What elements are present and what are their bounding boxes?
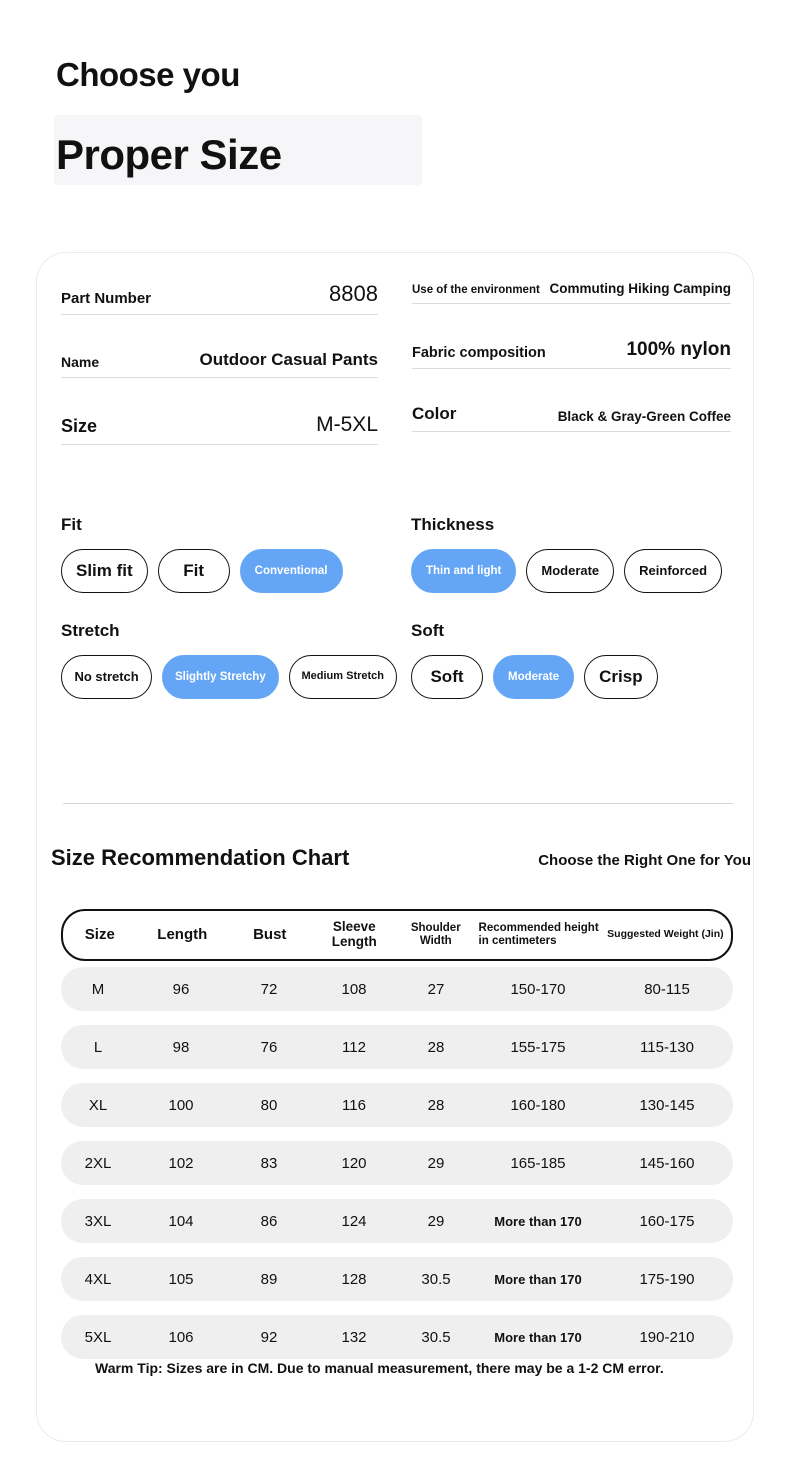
option-stretch-slightly-stretchy[interactable]: Slightly Stretchy <box>162 655 278 699</box>
column-header-shoulder-width: Shoulder Width <box>410 922 461 947</box>
page-header <box>56 55 736 177</box>
cell-height: 150-170 <box>510 980 566 998</box>
column-header-length: Length <box>157 925 208 943</box>
cell-height: 160-180 <box>510 1096 566 1114</box>
option-soft-soft[interactable]: Soft <box>411 655 483 699</box>
table-body <box>61 967 733 1359</box>
cell-size: 5XL <box>84 1328 112 1346</box>
page-title-line-1: Choose you <box>56 56 240 93</box>
cell-bust: 86 <box>260 1212 278 1230</box>
option-fit-fit[interactable]: Fit <box>158 549 230 593</box>
cell-size: 4XL <box>84 1270 112 1288</box>
attribute-title-stretch: Stretch <box>61 621 120 640</box>
column-header-sleeve-length: Sleeve Length <box>331 919 377 949</box>
cell-bust: 80 <box>260 1096 278 1114</box>
spec-label-fabric: Fabric composition <box>412 345 546 361</box>
section-divider <box>63 803 733 804</box>
cell-sleeve: 128 <box>341 1270 367 1288</box>
spec-card <box>36 252 754 1442</box>
cell-shoulder: 30.5 <box>421 1270 451 1288</box>
cell-height: More than 170 <box>494 1329 582 1345</box>
column-header-suggested-weight: Suggested Weight (Jin) <box>607 928 724 941</box>
attribute-options-stretch <box>61 655 397 699</box>
column-header-bust: Bust <box>253 925 287 943</box>
table-header-row <box>61 909 733 961</box>
option-soft-crisp[interactable]: Crisp <box>584 655 657 699</box>
cell-length: 106 <box>168 1328 194 1346</box>
option-thickness-moderate[interactable]: Moderate <box>526 549 614 593</box>
cell-bust: 89 <box>260 1270 278 1288</box>
spec-row-part-number <box>61 281 378 315</box>
cell-length: 98 <box>172 1038 190 1056</box>
option-fit-slim-fit[interactable]: Slim fit <box>61 549 148 593</box>
table-row <box>61 967 733 1011</box>
cell-height: More than 170 <box>494 1213 582 1229</box>
attribute-group-fit <box>61 515 397 593</box>
spec-label-color: Color <box>412 404 457 423</box>
spec-row-environment <box>412 281 731 304</box>
option-soft-moderate[interactable]: Moderate <box>493 655 574 699</box>
column-header-recommended-height: Recommended height in centimeters <box>478 922 599 947</box>
cell-sleeve: 116 <box>342 1096 366 1114</box>
spec-row-fabric <box>412 339 731 369</box>
spec-column-right <box>396 281 731 445</box>
table-row <box>61 1315 733 1359</box>
spec-value-fabric: 100% nylon <box>626 339 731 360</box>
spec-column-left <box>61 281 396 445</box>
spec-row-size <box>61 413 378 445</box>
cell-shoulder: 28 <box>427 1096 445 1114</box>
table-row <box>61 1025 733 1069</box>
cell-bust: 72 <box>260 980 278 998</box>
spec-label-name: Name <box>61 354 100 370</box>
cell-size: 2XL <box>84 1154 112 1172</box>
spec-label-size: Size <box>61 416 98 436</box>
cell-weight: 145-160 <box>639 1154 695 1172</box>
page-title-line-2: Proper Size <box>56 130 282 178</box>
attribute-title-thickness: Thickness <box>411 515 495 534</box>
cell-height: 165-185 <box>510 1154 566 1172</box>
spec-value-environment: Commuting Hiking Camping <box>549 281 731 296</box>
cell-sleeve: 112 <box>342 1038 366 1056</box>
cell-bust: 76 <box>260 1038 278 1056</box>
chart-header <box>51 845 751 871</box>
cell-shoulder: 29 <box>427 1212 445 1230</box>
table-row <box>61 1083 733 1127</box>
spec-row-name <box>61 350 378 378</box>
attribute-title-fit: Fit <box>61 515 82 534</box>
table-row <box>61 1257 733 1301</box>
attribute-group-thickness <box>397 515 733 593</box>
attribute-groups <box>61 515 733 699</box>
cell-bust: 83 <box>260 1154 278 1172</box>
spec-value-name: Outdoor Casual Pants <box>199 350 378 369</box>
attribute-group-soft <box>397 621 733 699</box>
spec-row-color <box>412 404 731 432</box>
cell-bust: 92 <box>260 1328 278 1346</box>
cell-weight: 115-130 <box>640 1038 694 1056</box>
page-title-line-2-wrap <box>56 130 282 178</box>
cell-shoulder: 30.5 <box>421 1328 451 1346</box>
cell-shoulder: 28 <box>427 1038 445 1056</box>
chart-subtitle: Choose the Right One for You <box>538 852 751 869</box>
spec-label-part-number: Part Number <box>61 290 152 307</box>
option-thickness-thin-and-light[interactable]: Thin and light <box>411 549 516 593</box>
cell-size: L <box>93 1038 103 1056</box>
warm-tip: Warm Tip: Sizes are in CM. Due to manual measurement, there may be a 1-2 CM error. <box>95 1360 664 1376</box>
cell-shoulder: 29 <box>427 1154 445 1172</box>
spec-value-color: Black & Gray-Green Coffee <box>557 409 731 424</box>
cell-length: 100 <box>168 1096 194 1114</box>
spec-value-size: M-5XL <box>316 413 378 436</box>
cell-length: 102 <box>168 1154 194 1172</box>
attribute-group-stretch <box>61 621 397 699</box>
cell-weight: 190-210 <box>639 1328 695 1346</box>
cell-height: More than 170 <box>494 1271 582 1287</box>
attribute-options-fit <box>61 549 397 593</box>
cell-length: 96 <box>172 980 190 998</box>
attribute-options-thickness <box>411 549 733 593</box>
cell-weight: 175-190 <box>639 1270 695 1288</box>
attribute-options-soft <box>411 655 733 699</box>
option-stretch-no-stretch[interactable]: No stretch <box>61 655 152 699</box>
column-header-size: Size <box>84 925 115 943</box>
chart-title: Size Recommendation Chart <box>51 845 350 870</box>
cell-sleeve: 108 <box>341 980 367 998</box>
spec-list <box>61 281 731 445</box>
cell-sleeve: 132 <box>341 1328 367 1346</box>
cell-length: 104 <box>168 1212 194 1230</box>
cell-height: 155-175 <box>510 1038 566 1056</box>
size-table <box>61 909 733 1359</box>
cell-length: 105 <box>168 1270 194 1288</box>
cell-shoulder: 27 <box>427 980 445 998</box>
cell-weight: 80-115 <box>644 980 690 998</box>
option-thickness-reinforced[interactable]: Reinforced <box>624 549 722 593</box>
spec-value-part-number: 8808 <box>329 281 378 306</box>
cell-weight: 130-145 <box>639 1096 695 1114</box>
spec-label-environment: Use of the environment <box>412 284 540 296</box>
cell-size: XL <box>88 1096 108 1114</box>
option-stretch-medium-stretch[interactable]: Medium Stretch <box>289 655 398 699</box>
cell-sleeve: 124 <box>341 1212 367 1230</box>
cell-weight: 160-175 <box>639 1212 695 1230</box>
table-row <box>61 1199 733 1243</box>
cell-size: 3XL <box>84 1212 112 1230</box>
option-fit-conventional[interactable]: Conventional <box>240 549 343 593</box>
attribute-title-soft: Soft <box>411 621 445 640</box>
cell-sleeve: 120 <box>341 1154 367 1172</box>
table-row <box>61 1141 733 1185</box>
cell-size: M <box>91 980 105 998</box>
